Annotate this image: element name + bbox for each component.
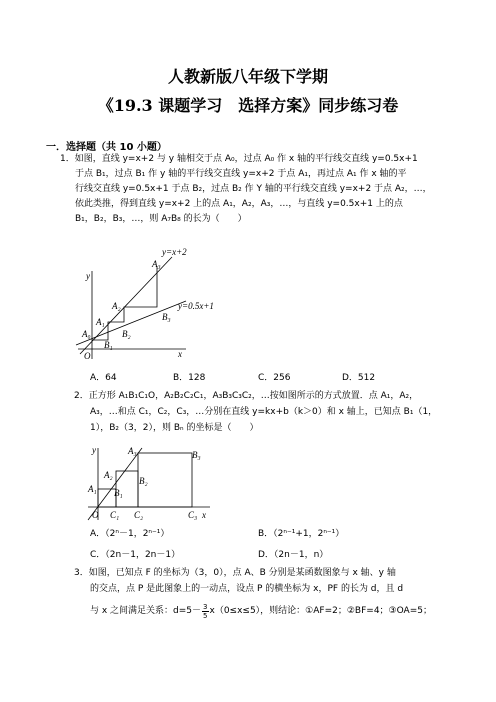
label-C3: C₃ (188, 510, 198, 520)
label-C2: C₂ (134, 510, 144, 520)
q2-line-1: 2．正方形 A₁B₁C₁O，A₂B₂C₂C₁，A₃B₃C₃C₂，…按如图所示的方式放置．点 A₁，A₂， (74, 391, 419, 401)
label-B3: B₃ (162, 312, 171, 322)
document-title: 人教新版八年级下学期 (167, 67, 328, 86)
label-x: x (178, 349, 182, 359)
label-y: y (92, 445, 96, 455)
label-A1: A₁ (96, 317, 105, 327)
label-A3: A₃ (128, 446, 137, 456)
label-B1: B₁ (104, 340, 113, 350)
q2-line-3: 1），B₂（3，2），则 Bₙ 的坐标是（ ） (90, 423, 259, 433)
q1-option-b: B．128 (173, 373, 206, 383)
q1-option-a: A．64 (90, 373, 117, 383)
label-A2: A₂ (112, 301, 121, 311)
q1-line-4: 依此类推，得到直线 y=x+2 上的点 A₁，A₂，A₃，…，与直线 y=0.5x+1 上的点 (75, 199, 403, 209)
q3-line-3-prefix: 与 x 之间满足关系：d=5－ (90, 606, 202, 616)
q3-fraction-denominator: 5 (203, 612, 208, 620)
label-line1: y=x+2 (162, 247, 187, 257)
q1-line-1: 1．如图，直线 y=x+2 与 y 轴相交于点 A₀，过点 A₀ 作 x 轴的平行线交直线 y=0.5x+1 (60, 154, 418, 164)
q2-line-2: A₃，…和点 C₁，C₂，C₃，…分别在直线 y=kx+b（k＞0）和 x 轴上，已知点 B₁（1， (90, 407, 438, 417)
label-O: O (84, 351, 91, 361)
q2-option-b: B．（2ⁿ⁻¹+1，2ⁿ⁻¹） (258, 529, 345, 539)
q3-line-3 (90, 603, 432, 620)
line-y-half-x-plus-1 (76, 301, 186, 345)
label-line2: y=0.5x+1 (178, 301, 214, 311)
label-B2: B₂ (122, 329, 131, 339)
q1-line-2: 于点 B₁，过点 B₁ 作 y 轴的平行线交直线 y=x+2 于点 A₁，再过点 A₁ 作 x 轴的平 (75, 169, 407, 179)
section-heading: 一．选择题（共 10 小题） (46, 142, 167, 153)
q2-option-d: D．（2n－1，n） (258, 550, 329, 560)
q1-line-3: 行线交直线 y=0.5x+1 于点 B₂，过点 B₂ 作 Y 轴的平行线交直线 y=x+2 于点 A₂，…， (75, 184, 432, 194)
line-y-x-plus-2 (80, 257, 172, 354)
document-subtitle: 《19.3 课题学习 选择方案》同步练习卷 (97, 96, 399, 115)
label-O: O (92, 510, 99, 520)
label-A3: A₃ (152, 259, 161, 269)
label-A0: A₀ (82, 329, 91, 339)
q1-figure (74, 243, 254, 361)
label-C1: C₁ (110, 510, 120, 520)
q3-line-1: 3．如图，已知点 F 的坐标为（3，0），点 A、B 分别是某函数图象与 x 轴、y 轴 (74, 568, 396, 578)
label-B1: B₁ (114, 488, 123, 498)
q3-line-3-suffix: x（0≤x≤5），则结论：①AF=2；②BF=4；③OA=5； (209, 606, 432, 616)
q2-option-c: C．（2n－1，2n－1） (90, 550, 181, 560)
q3-fraction-numerator: 3 (203, 603, 208, 611)
q2-figure (84, 440, 219, 522)
q3-fraction (202, 603, 208, 620)
label-B3: B₃ (192, 450, 201, 460)
label-y: y (86, 271, 90, 281)
q1-line-5: B₁，B₂，B₃，…，则 A₇B₈ 的长为（ ） (75, 214, 247, 224)
label-x: x (202, 510, 206, 520)
q3-line-2: 的交点，点 P 是此图象上的一动点，设点 P 的横坐标为 x，PF 的长为 d，且 d (90, 584, 404, 594)
label-A2: A₂ (104, 470, 113, 480)
label-B2: B₂ (139, 476, 148, 486)
q1-option-c: C．256 (258, 373, 291, 383)
label-A1: A₁ (88, 484, 97, 494)
q1-option-d: D．512 (342, 373, 376, 383)
q2-option-a: A．（2ⁿ－1，2ⁿ⁻¹） (90, 529, 170, 539)
